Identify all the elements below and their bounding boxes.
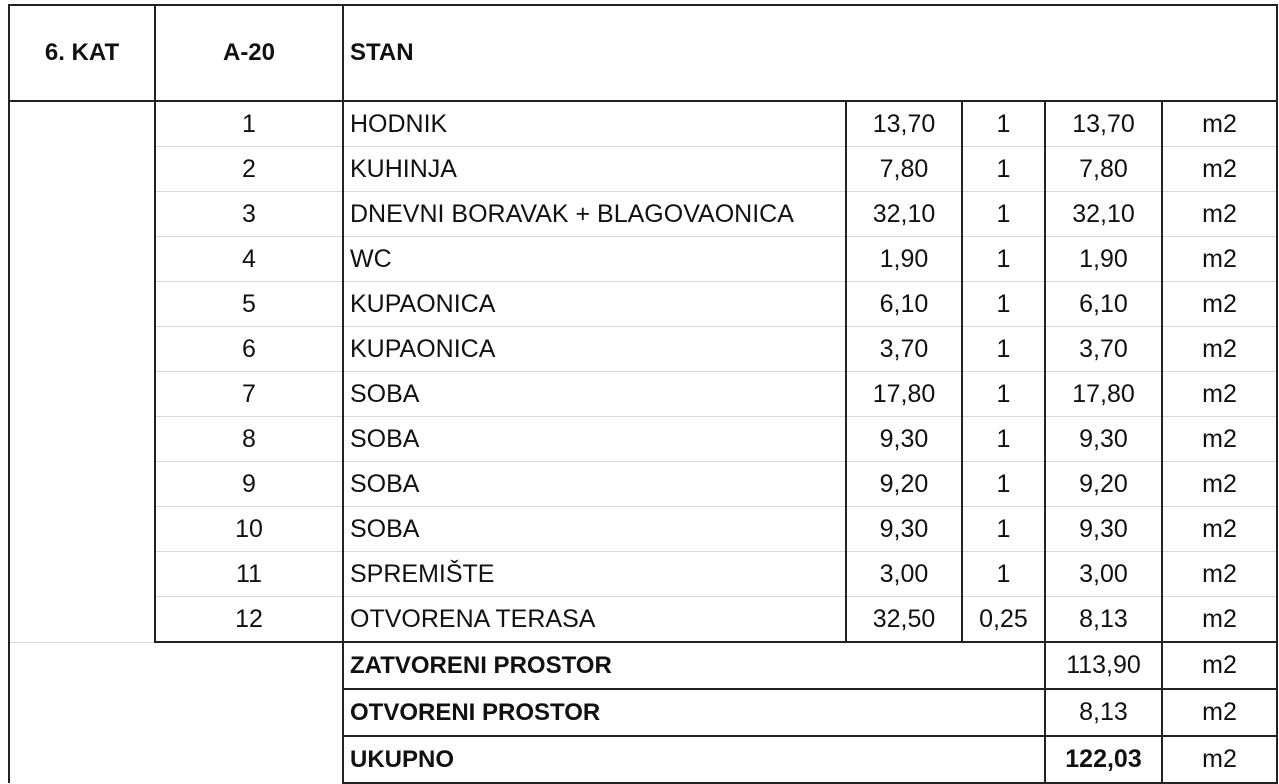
table-row <box>9 462 1277 507</box>
room-area: 32,10 <box>846 192 962 237</box>
room-unit: m2 <box>1162 372 1277 417</box>
room-area: 1,90 <box>846 237 962 282</box>
room-coefficient: 1 <box>962 552 1045 597</box>
room-number: 11 <box>155 552 343 597</box>
total-label: UKUPNO <box>343 736 1045 783</box>
room-net-area: 9,30 <box>1045 417 1162 462</box>
room-unit: m2 <box>1162 282 1277 327</box>
room-name: SOBA <box>343 462 846 507</box>
room-net-area: 7,80 <box>1045 147 1162 192</box>
room-coefficient: 0,25 <box>962 597 1045 643</box>
room-name: KUHINJA <box>343 147 846 192</box>
room-area: 9,20 <box>846 462 962 507</box>
apartment-type-label: STAN <box>343 5 1277 101</box>
room-unit: m2 <box>1162 597 1277 643</box>
room-area: 9,30 <box>846 507 962 552</box>
table-row <box>9 552 1277 597</box>
room-number: 2 <box>155 147 343 192</box>
room-number: 12 <box>155 597 343 643</box>
room-net-area: 9,20 <box>1045 462 1162 507</box>
total-value: 8,13 <box>1045 689 1162 736</box>
table-row <box>9 147 1277 192</box>
table-row <box>9 507 1277 552</box>
total-value: 113,90 <box>1045 642 1162 689</box>
floor-column-blank <box>9 101 155 642</box>
room-coefficient: 1 <box>962 507 1045 552</box>
room-coefficient: 1 <box>962 237 1045 282</box>
table-row <box>9 327 1277 372</box>
unit-label: A-20 <box>155 5 343 101</box>
total-unit: m2 <box>1162 736 1277 783</box>
table-row <box>9 417 1277 462</box>
total-label: ZATVORENI PROSTOR <box>343 642 1045 689</box>
room-number: 4 <box>155 237 343 282</box>
room-net-area: 9,30 <box>1045 507 1162 552</box>
floor-label: 6. KAT <box>9 5 155 101</box>
room-coefficient: 1 <box>962 192 1045 237</box>
room-coefficient: 1 <box>962 372 1045 417</box>
room-coefficient: 1 <box>962 147 1045 192</box>
room-net-area: 32,10 <box>1045 192 1162 237</box>
room-area: 17,80 <box>846 372 962 417</box>
room-name: KUPAONICA <box>343 327 846 372</box>
room-unit: m2 <box>1162 192 1277 237</box>
room-area: 13,70 <box>846 101 962 147</box>
room-area: 6,10 <box>846 282 962 327</box>
table-row <box>9 101 1277 147</box>
room-name: SOBA <box>343 507 846 552</box>
room-number: 9 <box>155 462 343 507</box>
room-coefficient: 1 <box>962 417 1045 462</box>
room-number: 10 <box>155 507 343 552</box>
room-net-area: 13,70 <box>1045 101 1162 147</box>
room-area: 32,50 <box>846 597 962 643</box>
room-number: 1 <box>155 101 343 147</box>
room-name: DNEVNI BORAVAK + BLAGOVAONICA <box>343 192 846 237</box>
room-unit: m2 <box>1162 417 1277 462</box>
room-number: 7 <box>155 372 343 417</box>
room-coefficient: 1 <box>962 101 1045 147</box>
apartment-area-table <box>8 4 1278 784</box>
table-row <box>9 192 1277 237</box>
total-label: OTVORENI PROSTOR <box>343 689 1045 736</box>
room-area: 3,70 <box>846 327 962 372</box>
room-name: SOBA <box>343 417 846 462</box>
room-unit: m2 <box>1162 147 1277 192</box>
total-unit: m2 <box>1162 642 1277 689</box>
room-number: 3 <box>155 192 343 237</box>
table-row <box>9 372 1277 417</box>
room-name: OTVORENA TERASA <box>343 597 846 643</box>
room-name: SOBA <box>343 372 846 417</box>
room-name: HODNIK <box>343 101 846 147</box>
room-name: WC <box>343 237 846 282</box>
room-net-area: 17,80 <box>1045 372 1162 417</box>
room-net-area: 6,10 <box>1045 282 1162 327</box>
room-unit: m2 <box>1162 507 1277 552</box>
room-name: KUPAONICA <box>343 282 846 327</box>
room-unit: m2 <box>1162 237 1277 282</box>
room-net-area: 1,90 <box>1045 237 1162 282</box>
table-row <box>9 237 1277 282</box>
room-net-area: 8,13 <box>1045 597 1162 643</box>
room-area: 9,30 <box>846 417 962 462</box>
room-unit: m2 <box>1162 327 1277 372</box>
room-unit: m2 <box>1162 462 1277 507</box>
totals-blank-block <box>9 642 343 783</box>
closed-space-total-row <box>9 642 1277 689</box>
room-area: 7,80 <box>846 147 962 192</box>
room-coefficient: 1 <box>962 282 1045 327</box>
room-number: 6 <box>155 327 343 372</box>
table-header-row <box>9 5 1277 101</box>
table-row <box>9 282 1277 327</box>
room-coefficient: 1 <box>962 462 1045 507</box>
room-net-area: 3,00 <box>1045 552 1162 597</box>
room-coefficient: 1 <box>962 327 1045 372</box>
room-name: SPREMIŠTE <box>343 552 846 597</box>
room-unit: m2 <box>1162 101 1277 147</box>
room-net-area: 3,70 <box>1045 327 1162 372</box>
table-row <box>9 597 1277 643</box>
room-number: 5 <box>155 282 343 327</box>
total-value: 122,03 <box>1045 736 1162 783</box>
room-area: 3,00 <box>846 552 962 597</box>
room-number: 8 <box>155 417 343 462</box>
room-unit: m2 <box>1162 552 1277 597</box>
total-unit: m2 <box>1162 689 1277 736</box>
